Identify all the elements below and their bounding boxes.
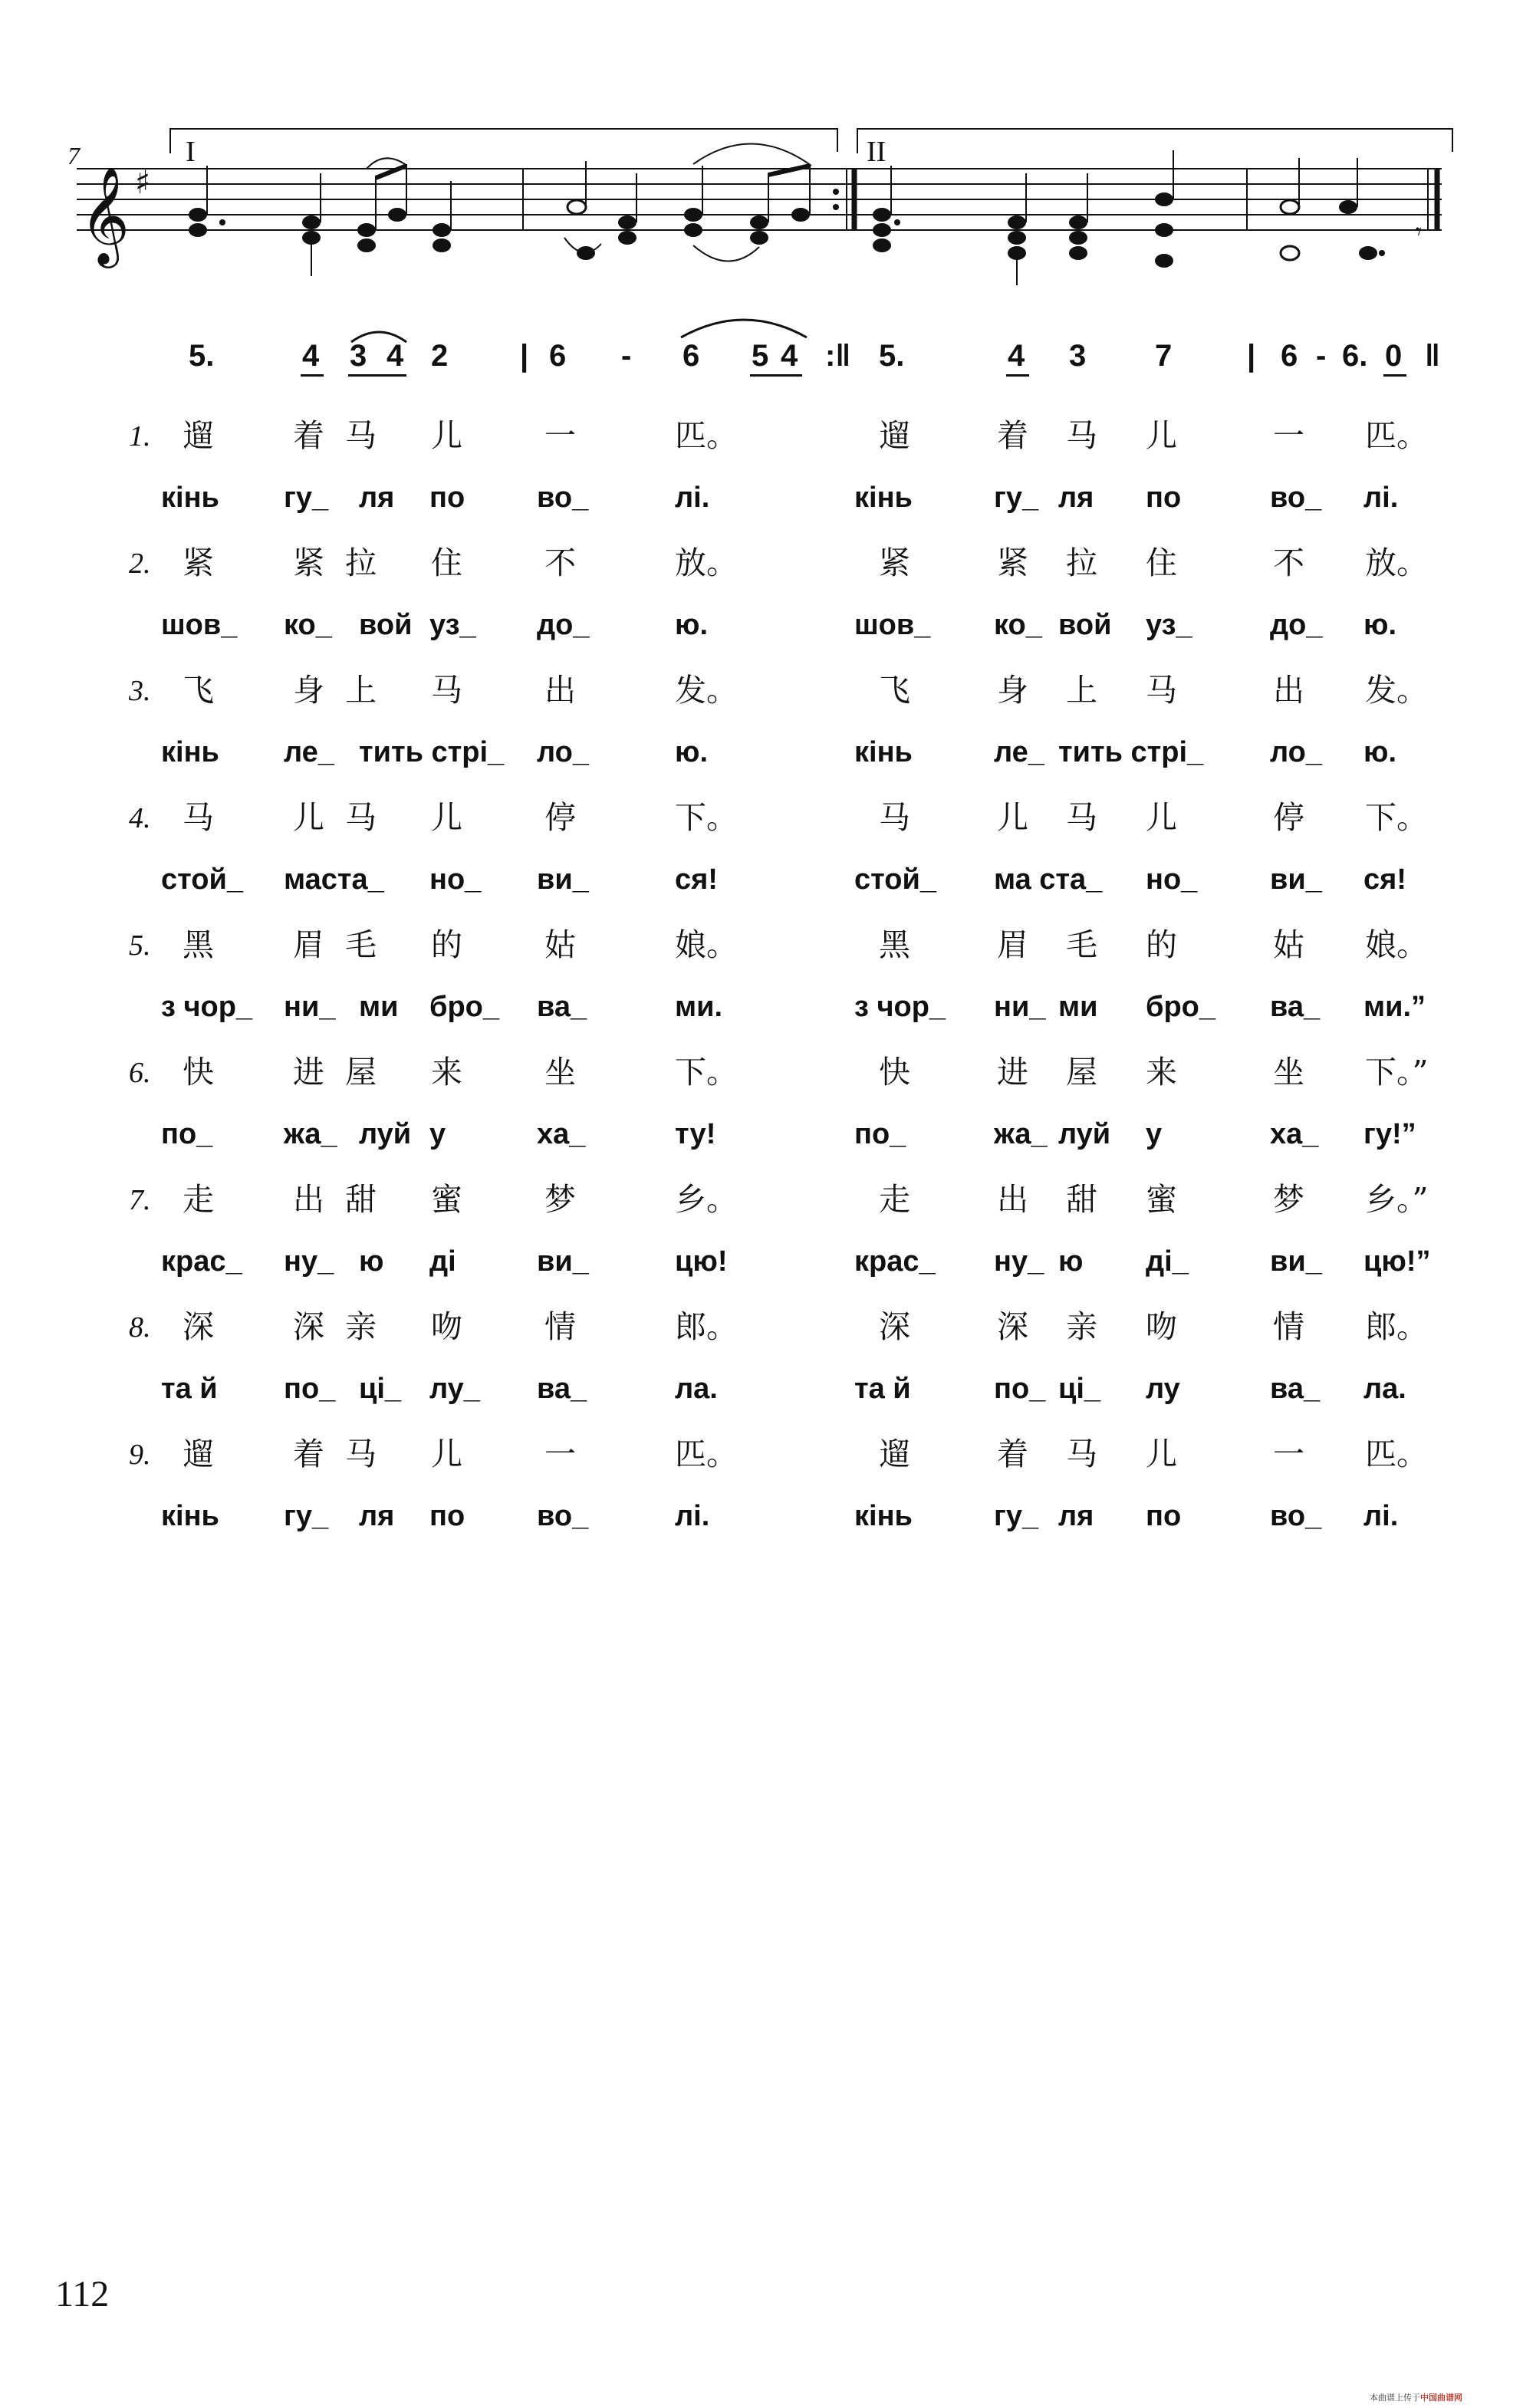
footer-credit-text: 本曲谱上传于 [1370, 2393, 1420, 2403]
lyric-chinese-syllable: 紧 [997, 544, 1028, 581]
lyric-chinese-syllable: 郎。 [675, 1308, 738, 1345]
lyric-chinese-syllable: 马 [879, 799, 910, 836]
jianpu-note: 4 [1008, 339, 1025, 373]
lyric-chinese-syllable: 飞 [183, 672, 214, 709]
lyric-chinese-syllable: 停 [1273, 799, 1304, 836]
verse-number: 5. [129, 929, 151, 962]
lyric-ukrainian-syllable: по_ [994, 1373, 1046, 1405]
lyric-ukrainian-syllable: во_ [537, 1500, 589, 1532]
lyric-chinese-syllable: 的 [1146, 926, 1177, 963]
lyric-ukrainian-syllable: гу!” [1363, 1118, 1416, 1150]
lyric-chinese-syllable: 来 [431, 1054, 462, 1091]
jianpu-dash: - [621, 339, 632, 373]
lyric-ukrainian-syllable: ло_ [1270, 736, 1322, 768]
lyric-ukrainian-syllable: ді_ [1146, 1245, 1189, 1278]
lyric-ukrainian-syllable: у [1146, 1118, 1163, 1150]
lyric-ukrainian-syllable: ці_ [1058, 1373, 1101, 1405]
rest: 𝄾 [1416, 219, 1422, 245]
lyric-ukrainian-syllable: ва_ [537, 991, 587, 1023]
lyric-ukrainian-syllable: до_ [1270, 609, 1323, 641]
lyric-ukrainian-syllable: кінь [161, 482, 219, 514]
lyric-ukrainian-syllable: шов_ [161, 609, 238, 641]
lyric-chinese-syllable: 下。 [1365, 799, 1428, 836]
eighth-underline [750, 374, 802, 377]
jianpu-final-barline: ‖ [1425, 339, 1440, 373]
lyric-chinese-syllable: 出 [1273, 672, 1304, 709]
lyric-chinese-syllable: 儿 [1146, 799, 1177, 836]
lyric-ukrainian-syllable: ва_ [1270, 991, 1321, 1023]
jianpu-note: 5 [752, 339, 769, 373]
lyric-ukrainian-syllable: ля [359, 1500, 395, 1532]
lyric-ukrainian-syllable: гу_ [994, 1500, 1039, 1532]
volta1-bracket [170, 129, 837, 153]
lyric-chinese-syllable: 住 [431, 544, 462, 581]
lyric-ukrainian-syllable: жа_ [994, 1118, 1048, 1150]
eighth-underline [348, 374, 406, 377]
lyric-ukrainian-syllable: кінь [854, 1500, 913, 1532]
lyric-ukrainian-syllable: ха_ [1270, 1118, 1319, 1150]
verse-number: 4. [129, 802, 151, 834]
jianpu-barline: | [1247, 339, 1256, 373]
lyric-chinese-syllable: 匹。 [1365, 417, 1428, 454]
lyric-chinese-syllable: 儿 [431, 1436, 462, 1472]
jianpu-note: 5. [189, 339, 215, 373]
lyric-ukrainian-syllable: ю [1058, 1245, 1084, 1278]
jianpu-note: 5. [879, 339, 905, 373]
lyric-chinese-syllable: 上 [345, 672, 377, 709]
jianpu-note: 2 [431, 339, 449, 373]
lyric-chinese-syllable: 马 [345, 799, 377, 836]
lyric-chinese-syllable: 娘。 [1365, 926, 1428, 963]
lyric-chinese-syllable: 紧 [879, 544, 910, 581]
lyric-chinese-syllable: 匹。 [675, 1436, 738, 1472]
lyric-chinese-syllable: 的 [431, 926, 462, 963]
page-number: 112 [55, 2274, 110, 2314]
lyric-chinese-syllable: 马 [345, 417, 377, 454]
lyric-ukrainian-syllable: ха_ [537, 1118, 586, 1150]
lyric-chinese-syllable: 毛 [345, 926, 377, 963]
lyric-chinese-syllable: 来 [1146, 1054, 1177, 1091]
lyric-chinese-syllable: 蜜 [1146, 1181, 1177, 1218]
lyric-ukrainian-syllable: ля [1058, 482, 1094, 514]
lyric-ukrainian-syllable: но_ [429, 864, 482, 896]
lyric-chinese-syllable: 郎。 [1365, 1308, 1428, 1345]
lyric-ukrainian-syllable: цю! [675, 1245, 728, 1278]
lyric-ukrainian-syllable: по [1146, 1500, 1182, 1532]
lyric-ukrainian-syllable: ся! [1363, 864, 1406, 896]
lyric-chinese-syllable: 遛 [879, 417, 910, 454]
lyric-chinese-syllable: 儿 [1146, 1436, 1177, 1472]
treble-clef: 𝄞 [80, 166, 130, 264]
lyric-ukrainian-syllable: ви_ [537, 1245, 589, 1278]
lyric-ukrainian-syllable: цю!” [1363, 1245, 1431, 1278]
lyric-chinese-syllable: 马 [1066, 799, 1097, 836]
verse-number: 2. [129, 548, 151, 580]
lyric-chinese-syllable: 深 [997, 1308, 1028, 1345]
lyric-chinese-syllable: 深 [879, 1308, 910, 1345]
lyric-ukrainian-syllable: крас_ [854, 1245, 936, 1278]
lyric-ukrainian-syllable: ви_ [537, 864, 589, 896]
jianpu-note: 3 [1069, 339, 1087, 373]
lyric-ukrainian-syllable: ю. [675, 609, 709, 641]
lyric-ukrainian-syllable: бро_ [1146, 991, 1216, 1023]
lyric-ukrainian-syllable: ці_ [359, 1373, 402, 1405]
lyric-ukrainian-syllable: во_ [537, 482, 589, 514]
lyric-chinese-syllable: 出 [997, 1181, 1028, 1218]
lyric-ukrainian-syllable: ва_ [537, 1373, 587, 1405]
lyric-ukrainian-syllable: лу [1146, 1373, 1180, 1405]
lyric-chinese-syllable: 不 [1273, 544, 1304, 581]
jianpu-note: 6 [683, 339, 700, 373]
footer-credit [1370, 2391, 1462, 2403]
lyric-chinese-syllable: 甜 [345, 1181, 377, 1218]
lyric-ukrainian-syllable: ко_ [284, 609, 332, 641]
lyric-chinese-syllable: 儿 [431, 799, 462, 836]
eighth-underline [301, 374, 324, 377]
lyric-ukrainian-syllable: ви_ [1270, 864, 1322, 896]
lyric-ukrainian-syllable: стой_ [161, 864, 243, 896]
lyric-ukrainian-syllable: лі. [1363, 482, 1399, 514]
lyric-ukrainian-syllable: ко_ [994, 609, 1042, 641]
lyric-chinese-syllable: 着 [293, 1436, 324, 1472]
lyric-chinese-syllable: 深 [183, 1308, 214, 1345]
lyric-ukrainian-syllable: кінь [161, 736, 219, 768]
lyric-ukrainian-syllable: маста_ [284, 864, 384, 896]
lyric-chinese-syllable: 发。 [1365, 672, 1428, 709]
lyric-ukrainian-syllable: вой [359, 609, 413, 641]
lyric-ukrainian-syllable: ва_ [1270, 1373, 1321, 1405]
lyric-ukrainian-syllable: кінь [854, 736, 913, 768]
lyric-ukrainian-syllable: ся! [675, 864, 718, 896]
lyric-ukrainian-syllable: гу_ [994, 482, 1039, 514]
lyric-chinese-syllable: 着 [997, 417, 1028, 454]
lyric-ukrainian-syllable: ю [359, 1245, 384, 1278]
lyric-ukrainian-syllable: тить стрі_ [1058, 736, 1204, 768]
lyric-chinese-syllable: 马 [431, 672, 462, 709]
lyric-ukrainian-syllable: ну_ [284, 1245, 334, 1278]
lyric-chinese-syllable: 深 [293, 1308, 324, 1345]
lyric-chinese-syllable: 儿 [431, 417, 462, 454]
lyric-ukrainian-syllable: луй [1058, 1118, 1111, 1150]
lyric-chinese-syllable: 快 [879, 1054, 910, 1091]
lyric-ukrainian-syllable: лі. [675, 1500, 710, 1532]
volta2-bracket [857, 129, 1452, 153]
lyric-ukrainian-syllable: гу_ [284, 1500, 329, 1532]
jianpu-barline: | [520, 339, 529, 373]
lyric-chinese-syllable: 坐 [1273, 1054, 1304, 1091]
lyric-ukrainian-syllable: з чор_ [161, 991, 253, 1023]
lyric-chinese-syllable: 身 [997, 672, 1028, 709]
lyric-ukrainian-syllable: но_ [1146, 864, 1198, 896]
lyric-chinese-syllable: 儿 [1146, 417, 1177, 454]
verse-number: 9. [129, 1439, 151, 1471]
lyric-ukrainian-syllable: ло_ [537, 736, 589, 768]
lyric-ukrainian-syllable: во_ [1270, 1500, 1322, 1532]
lyric-ukrainian-syllable: ма ста_ [994, 864, 1103, 896]
lyric-chinese-syllable: 姑 [1273, 926, 1304, 963]
lyric-chinese-syllable: 身 [293, 672, 324, 709]
lyric-ukrainian-syllable: ми [1058, 991, 1098, 1023]
jianpu-note: 4 [387, 339, 404, 373]
lyric-chinese-syllable: 下。 [675, 1054, 738, 1091]
lyric-chinese-syllable: 着 [997, 1436, 1028, 1472]
lyric-chinese-syllable: 一 [544, 417, 576, 454]
jianpu-note: 7 [1155, 339, 1173, 373]
volta1-label: I [186, 136, 196, 168]
lyric-chinese-syllable: 乡。 [675, 1181, 738, 1218]
key-sharp: ♯ [135, 163, 151, 201]
lyric-ukrainian-syllable: та й [161, 1373, 218, 1405]
lyric-ukrainian-syllable: ля [359, 482, 395, 514]
lyric-chinese-syllable: 马 [1146, 672, 1177, 709]
lyric-chinese-syllable: 屋 [1066, 1054, 1097, 1091]
lyric-chinese-syllable: 眉 [293, 926, 324, 963]
lyric-ukrainian-syllable: з чор_ [854, 991, 946, 1023]
verse-number: 6. [129, 1057, 151, 1089]
lyric-ukrainian-syllable: до_ [537, 609, 590, 641]
lyric-chinese-syllable: 遛 [879, 1436, 910, 1472]
verse-number: 8. [129, 1311, 151, 1344]
lyric-ukrainian-syllable: во_ [1270, 482, 1322, 514]
lyric-ukrainian-syllable: бро_ [429, 991, 500, 1023]
lyric-ukrainian-syllable: по_ [284, 1373, 336, 1405]
eighth-underline [1006, 374, 1029, 377]
lyric-chinese-syllable: 马 [1066, 1436, 1097, 1472]
eighth-underline [1383, 374, 1406, 377]
lyric-ukrainian-syllable: ну_ [994, 1245, 1044, 1278]
verse-number: 3. [129, 675, 151, 707]
lyric-chinese-syllable: 紧 [293, 544, 324, 581]
lyric-ukrainian-syllable: гу_ [284, 482, 329, 514]
lyric-chinese-syllable: 马 [183, 799, 214, 836]
lyric-ukrainian-syllable: по [429, 482, 465, 514]
lyric-chinese-syllable: 快 [183, 1054, 214, 1091]
lyric-chinese-syllable: 进 [293, 1054, 324, 1091]
jianpu-note: 3 [350, 339, 367, 373]
lyric-chinese-syllable: 进 [997, 1054, 1028, 1091]
lyric-ukrainian-syllable: шов_ [854, 609, 931, 641]
lyric-ukrainian-syllable: лі. [1363, 1500, 1399, 1532]
lyric-chinese-syllable: 亲 [1066, 1308, 1097, 1345]
jianpu-note: 4 [781, 339, 798, 373]
lyric-chinese-syllable: 拉 [345, 544, 377, 581]
lyric-ukrainian-syllable: по_ [854, 1118, 906, 1150]
lyric-ukrainian-syllable: та й [854, 1373, 911, 1405]
lyric-ukrainian-syllable: ла. [675, 1373, 718, 1405]
lyric-chinese-syllable: 飞 [879, 672, 910, 709]
lyric-chinese-syllable: 吻 [431, 1308, 462, 1345]
lyric-chinese-syllable: 情 [544, 1308, 576, 1345]
lyric-chinese-syllable: 停 [544, 799, 576, 836]
lyric-ukrainian-syllable: уз_ [1146, 609, 1192, 641]
lyric-chinese-syllable: 眉 [997, 926, 1028, 963]
lyric-chinese-syllable: 发。 [675, 672, 738, 709]
lyric-chinese-syllable: 走 [879, 1181, 910, 1218]
lyric-ukrainian-syllable: ле_ [994, 736, 1044, 768]
lyric-ukrainian-syllable: ни_ [284, 991, 336, 1023]
lyric-ukrainian-syllable: по_ [161, 1118, 213, 1150]
lyric-ukrainian-syllable: крас_ [161, 1245, 242, 1278]
lyric-chinese-syllable: 儿 [997, 799, 1028, 836]
lyric-ukrainian-syllable: ю. [1363, 736, 1397, 768]
lyric-chinese-syllable: 紧 [183, 544, 214, 581]
lyric-chinese-syllable: 上 [1066, 672, 1097, 709]
verse-number: 1. [129, 420, 151, 452]
lyric-ukrainian-syllable: ю. [675, 736, 709, 768]
lyric-chinese-syllable: 放。 [675, 544, 738, 581]
lyric-ukrainian-syllable: стой_ [854, 864, 936, 896]
lyric-ukrainian-syllable: лі. [675, 482, 710, 514]
measure-number: 7 [67, 142, 80, 169]
lyric-ukrainian-syllable: вой [1058, 609, 1112, 641]
lyric-chinese-syllable: 梦 [544, 1181, 576, 1218]
jianpu-note: 4 [302, 339, 320, 373]
lyric-chinese-syllable: 毛 [1066, 926, 1097, 963]
lyric-chinese-syllable: 黑 [183, 926, 214, 963]
lyric-ukrainian-syllable: ми [359, 991, 399, 1023]
lyric-ukrainian-syllable: ми.” [1363, 991, 1426, 1023]
lyric-ukrainian-syllable: ю. [1363, 609, 1397, 641]
lyric-ukrainian-syllable: ля [1058, 1500, 1094, 1532]
lyric-chinese-syllable: 屋 [345, 1054, 377, 1091]
lyric-chinese-syllable: 马 [1066, 417, 1097, 454]
jianpu-note: 6 [1281, 339, 1298, 373]
lyric-ukrainian-syllable: ле_ [284, 736, 334, 768]
lyric-chinese-syllable: 马 [345, 1436, 377, 1472]
lyric-chinese-syllable: 一 [1273, 1436, 1304, 1472]
lyric-ukrainian-syllable: ту! [675, 1118, 716, 1150]
jianpu-repeat-sign: :‖ [825, 339, 851, 373]
lyric-chinese-syllable: 走 [183, 1181, 214, 1218]
lyric-chinese-syllable: 坐 [544, 1054, 576, 1091]
lyric-chinese-syllable: 儿 [293, 799, 324, 836]
lyric-ukrainian-syllable: луй [359, 1118, 412, 1150]
lyric-chinese-syllable: 着 [293, 417, 324, 454]
lyric-ukrainian-syllable: по [429, 1500, 465, 1532]
lyric-ukrainian-syllable: у [429, 1118, 446, 1150]
lyric-chinese-syllable: 出 [293, 1181, 324, 1218]
lyric-ukrainian-syllable: по [1146, 482, 1182, 514]
staff-notation [0, 0, 1523, 307]
lyric-chinese-syllable: 下。 [675, 799, 738, 836]
lyric-chinese-syllable: 娘。 [675, 926, 738, 963]
jianpu-tie [345, 322, 414, 345]
lyric-chinese-syllable: 下。” [1365, 1054, 1429, 1091]
lyric-chinese-syllable: 甜 [1066, 1181, 1097, 1218]
lyric-ukrainian-syllable: ми. [675, 991, 723, 1023]
lyric-chinese-syllable: 匹。 [675, 417, 738, 454]
lyric-ukrainian-syllable: ді [429, 1245, 456, 1278]
lyric-chinese-syllable: 一 [1273, 417, 1304, 454]
lyric-ukrainian-syllable: жа_ [284, 1118, 337, 1150]
jianpu-note: 6. [1342, 339, 1368, 373]
lyric-chinese-syllable: 遛 [183, 1436, 214, 1472]
lyric-chinese-syllable: 出 [544, 672, 576, 709]
lyric-ukrainian-syllable: лу_ [429, 1373, 480, 1405]
jianpu-dash: - [1316, 339, 1327, 373]
footer-brand: 中国曲谱网 [1420, 2393, 1462, 2403]
lyric-ukrainian-syllable: ла. [1363, 1373, 1406, 1405]
lyric-chinese-syllable: 拉 [1066, 544, 1097, 581]
lyric-ukrainian-syllable: кінь [854, 482, 913, 514]
lyric-chinese-syllable: 不 [544, 544, 576, 581]
lyric-chinese-syllable: 亲 [345, 1308, 377, 1345]
lyric-ukrainian-syllable: уз_ [429, 609, 476, 641]
lyric-chinese-syllable: 吻 [1146, 1308, 1177, 1345]
lyric-chinese-syllable: 乡。” [1365, 1181, 1429, 1218]
lyric-chinese-syllable: 匹。 [1365, 1436, 1428, 1472]
lyric-chinese-syllable: 放。 [1365, 544, 1428, 581]
lyric-chinese-syllable: 姑 [544, 926, 576, 963]
lyric-ukrainian-syllable: ни_ [994, 991, 1046, 1023]
lyric-chinese-syllable: 梦 [1273, 1181, 1304, 1218]
jianpu-slur [675, 307, 813, 340]
lyric-ukrainian-syllable: кінь [161, 1500, 219, 1532]
lyric-ukrainian-syllable: ви_ [1270, 1245, 1322, 1278]
lyric-chinese-syllable: 遛 [183, 417, 214, 454]
jianpu-note: 6 [549, 339, 567, 373]
lyric-chinese-syllable: 情 [1273, 1308, 1304, 1345]
lyric-ukrainian-syllable: тить стрі_ [359, 736, 505, 768]
lyric-chinese-syllable: 蜜 [431, 1181, 462, 1218]
verse-number: 7. [129, 1184, 151, 1216]
lyric-chinese-syllable: 黑 [879, 926, 910, 963]
lyric-chinese-syllable: 一 [544, 1436, 576, 1472]
volta2-label: II [867, 136, 886, 168]
lyric-chinese-syllable: 住 [1146, 544, 1177, 581]
jianpu-rest: 0 [1385, 339, 1403, 373]
